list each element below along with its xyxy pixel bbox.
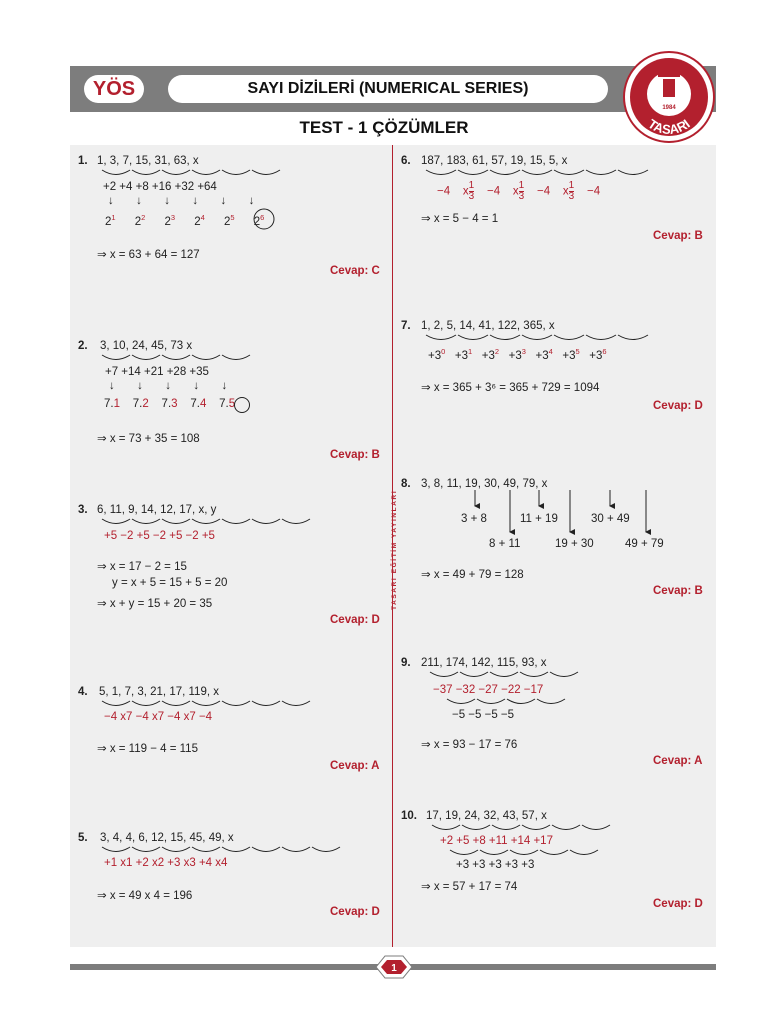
q8-sum-3: 30 + 49 — [591, 513, 630, 525]
q1-solution: ⇒ x = 63 + 64 = 127 — [97, 249, 200, 261]
svg-text:TASARI: TASARI — [645, 116, 693, 138]
q1-arrows — [100, 167, 290, 181]
q9-sequence: 211, 174, 142, 115, 93, x — [421, 657, 547, 669]
q1-sequence: 1, 3, 7, 15, 31, 63, x — [97, 155, 199, 167]
svg-text:1984: 1984 — [662, 105, 676, 111]
q9-solution: ⇒ x = 93 − 17 = 76 — [421, 739, 518, 751]
q3-differences: +5 −2 +5 −2 +5 −2 +5 — [104, 530, 215, 542]
q1-answer: Cevap: C — [330, 265, 380, 277]
q8-sequence: 3, 8, 11, 19, 30, 49, 79, x — [421, 478, 548, 490]
q2-circle-mark — [233, 396, 251, 414]
q10-second-differences: +3 +3 +3 +3 +3 — [456, 859, 535, 871]
q1-number: 1. — [78, 155, 88, 167]
q10-solution: ⇒ x = 57 + 17 = 74 — [421, 881, 518, 893]
q8-number: 8. — [401, 478, 411, 490]
q7-operations: $+3^0 +3^1 +3^2 +3^3 +3^4 +3^5 +3^6$ — [428, 347, 607, 362]
q5-operations: +1 x1 +2 x2 +3 x3 +4 x4 — [104, 857, 228, 869]
q9-number: 9. — [401, 657, 411, 669]
q3-arrows — [100, 516, 315, 530]
q6-operations: −4 x $\frac{1}{3}$ −4 x $\frac{1}{3}$ −4 x $\frac{1}{3}$ −4 — [437, 180, 601, 202]
q7-sequence: 1, 2, 5, 14, 41, 122, 365, x — [421, 320, 555, 332]
q1-powers: $2^1$ $2^2$ $2^3$ $2^4$ $2^5$ $2^6$ — [105, 213, 265, 228]
q4-operations: −4 x7 −4 x7 −4 x7 −4 — [104, 711, 213, 723]
q1-down-arrows: ↓ ↓ ↓ ↓ ↓ ↓ — [108, 195, 255, 207]
q10-number: 10. — [401, 810, 417, 822]
q8-sum-6: 49 + 79 — [625, 538, 664, 550]
q2-down-arrows: ↓ ↓ ↓ ↓ ↓ — [109, 380, 228, 392]
q5-arrows — [100, 844, 345, 858]
q8-sum-4: 8 + 11 — [489, 538, 521, 550]
q4-arrows — [100, 698, 315, 712]
q3-sequence: 6, 11, 9, 14, 12, 17, x, y — [97, 504, 217, 516]
q3-answer: Cevap: D — [330, 614, 380, 626]
q10-sequence: 17, 19, 24, 32, 43, 57, x — [426, 810, 547, 822]
q5-answer: Cevap: D — [330, 906, 380, 918]
q9-second-differences: −5 −5 −5 −5 — [452, 709, 515, 721]
q3-solution-1: ⇒ x = 17 − 2 = 15 — [97, 561, 187, 573]
q1-differences: +2 +4 +8 +16 +32 +64 — [103, 181, 217, 193]
q5-sequence: 3, 4, 4, 6, 12, 15, 45, 49, x — [100, 832, 234, 844]
q3-number: 3. — [78, 504, 88, 516]
q9-second-arrows — [445, 696, 575, 710]
page-title: SAYI DİZİLERİ (NUMERICAL SERIES) — [168, 75, 608, 103]
q6-arrows — [424, 167, 649, 181]
q6-solution: ⇒ x = 5 − 4 = 1 — [421, 213, 499, 225]
page-number: 1 — [391, 963, 397, 974]
q8-sum-2: 11 + 19 — [520, 513, 558, 525]
page-subtitle: TEST - 1 ÇÖZÜMLER — [299, 118, 469, 137]
q2-differences: +7 +14 +21 +28 +35 — [105, 366, 209, 378]
q5-number: 5. — [78, 832, 88, 844]
q7-answer: Cevap: D — [653, 400, 703, 412]
q7-number: 7. — [401, 320, 411, 332]
q8-sum-1: 3 + 8 — [461, 513, 487, 525]
q2-number: 2. — [78, 340, 88, 352]
q4-solution: ⇒ x = 119 − 4 = 115 — [97, 743, 198, 755]
q7-arrows — [424, 332, 649, 346]
q7-solution: ⇒ x = 365 + 3⁶ = 365 + 729 = 1094 — [421, 382, 600, 394]
q8-solution: ⇒ x = 49 + 79 = 128 — [421, 569, 524, 581]
q2-arrows — [100, 352, 260, 366]
q9-answer: Cevap: A — [653, 755, 703, 767]
q8-answer: Cevap: B — [653, 585, 703, 597]
q2-factors: 7.1 7.2 7.3 7.4 7.5 — [104, 398, 236, 410]
q2-answer: Cevap: B — [330, 449, 380, 461]
q3-solution-2: y = x + 5 = 15 + 5 = 20 — [112, 577, 228, 589]
q6-sequence: 187, 183, 61, 57, 19, 15, 5, x — [421, 155, 568, 167]
q4-answer: Cevap: A — [330, 760, 380, 772]
page-number-badge — [376, 954, 412, 980]
q2-solution: ⇒ x = 73 + 35 = 108 — [97, 433, 200, 445]
publisher-vertical-text — [387, 470, 399, 610]
q2-sequence: 3, 10, 24, 45, 73 x — [100, 340, 193, 352]
svg-text:TASARI EĞİTİM YAYINLARI: TASARI EĞİTİM YAYINLARI — [391, 489, 398, 610]
q8-sum-5: 19 + 30 — [555, 538, 594, 550]
yos-badge: YÖS — [84, 75, 144, 103]
q9-differences: −37 −32 −27 −22 −17 — [433, 684, 544, 696]
q9-arrows — [428, 669, 588, 683]
q6-number: 6. — [401, 155, 411, 167]
q10-answer: Cevap: D — [653, 898, 703, 910]
q6-answer: Cevap: B — [653, 230, 703, 242]
q4-number: 4. — [78, 686, 88, 698]
q10-differences: +2 +5 +8 +11 +14 +17 — [440, 835, 553, 847]
q4-sequence: 5, 1, 7, 3, 21, 17, 119, x — [99, 686, 219, 698]
q10-arrows — [430, 822, 620, 836]
q3-solution-3: ⇒ x + y = 15 + 20 = 35 — [97, 598, 213, 610]
q8-arrows — [460, 488, 660, 538]
q1-circle-mark — [252, 207, 276, 231]
q5-solution: ⇒ x = 49 x 4 = 196 — [97, 890, 193, 902]
